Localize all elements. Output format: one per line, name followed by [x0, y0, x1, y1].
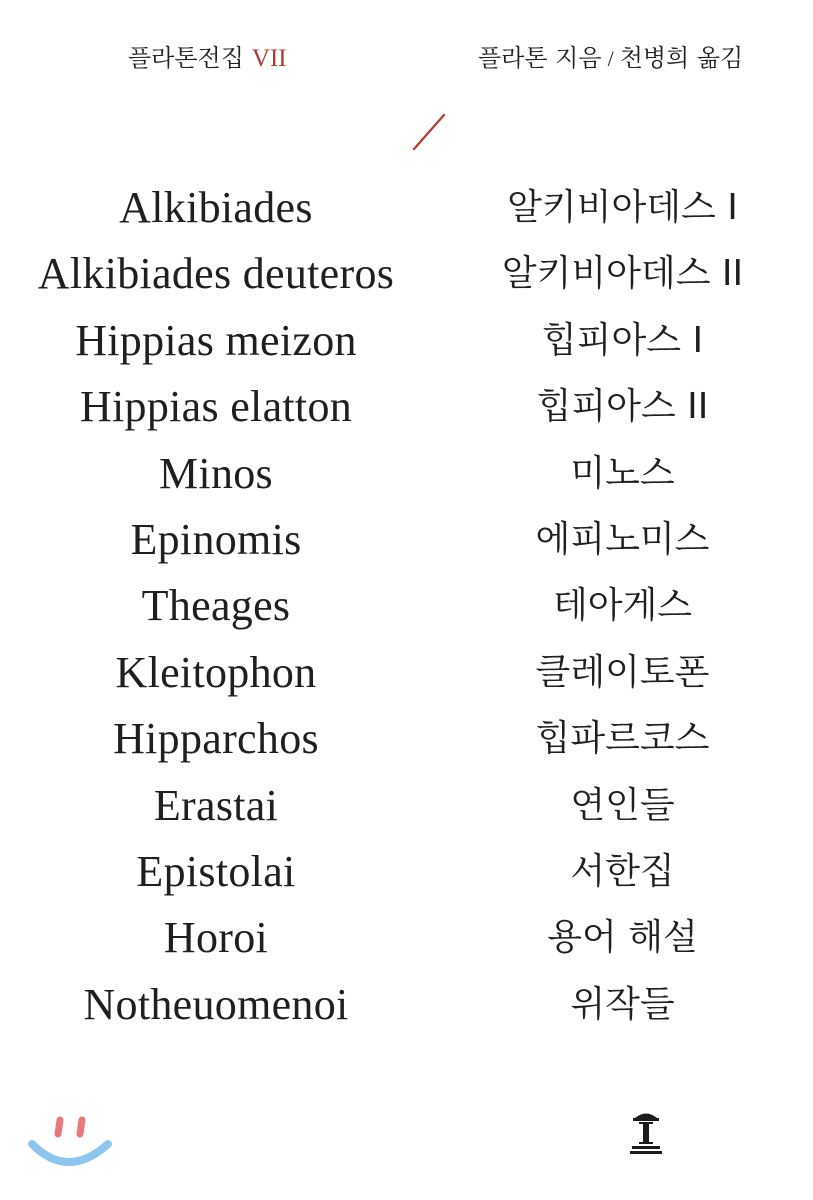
title-en: Erastai	[153, 780, 279, 830]
series-title	[128, 38, 287, 73]
title-en: Epinomis	[130, 514, 302, 564]
volume-number: VII	[251, 45, 287, 72]
title-ko: 알키비아데스 II	[501, 253, 744, 295]
series-name: 플라톤전집	[128, 44, 244, 72]
title-ko: 힙파르코스	[535, 718, 710, 760]
title-en: Hippias meizon	[75, 315, 357, 365]
title-ko: 용어 해설	[547, 917, 698, 959]
titles-english	[0, 175, 432, 1038]
title-en: Notheuomenoi	[83, 979, 349, 1029]
slash-divider-icon	[410, 112, 450, 152]
title-ko: 위작들	[570, 983, 675, 1025]
title-en: Horoi	[163, 913, 269, 963]
title-en: Epistolai	[136, 846, 296, 896]
title-ko: 미노스	[570, 452, 675, 494]
title-en: Hippias elatton	[79, 382, 353, 432]
credits-separator: /	[607, 46, 614, 71]
title-ko: 힙피아스 II	[536, 386, 709, 428]
title-ko: 에피노미스	[535, 518, 710, 560]
title-ko: 서한집	[570, 850, 675, 892]
author: 플라톤 지음	[478, 44, 602, 72]
column-logo-icon	[628, 1108, 664, 1156]
title-en: Hipparchos	[113, 714, 319, 764]
titles-korean	[450, 175, 795, 1038]
title-en: Kleitophon	[115, 647, 317, 697]
title-en: Minos	[159, 448, 273, 498]
title-ko: 연인들	[570, 784, 675, 826]
title-ko: 테아게스	[552, 585, 693, 627]
title-en: Alkibiades deuteros	[37, 249, 395, 299]
title-en: Alkibiades	[119, 183, 313, 232]
translator: 천병희 옮김	[619, 44, 744, 72]
credits	[478, 38, 743, 73]
title-ko: 힙피아스 I	[541, 319, 704, 361]
title-ko: 알키비아데스 I	[507, 187, 738, 228]
title-en: Theages	[141, 581, 291, 631]
title-ko: 클레이토폰	[535, 651, 710, 693]
smiley-logo-icon	[24, 1110, 116, 1174]
